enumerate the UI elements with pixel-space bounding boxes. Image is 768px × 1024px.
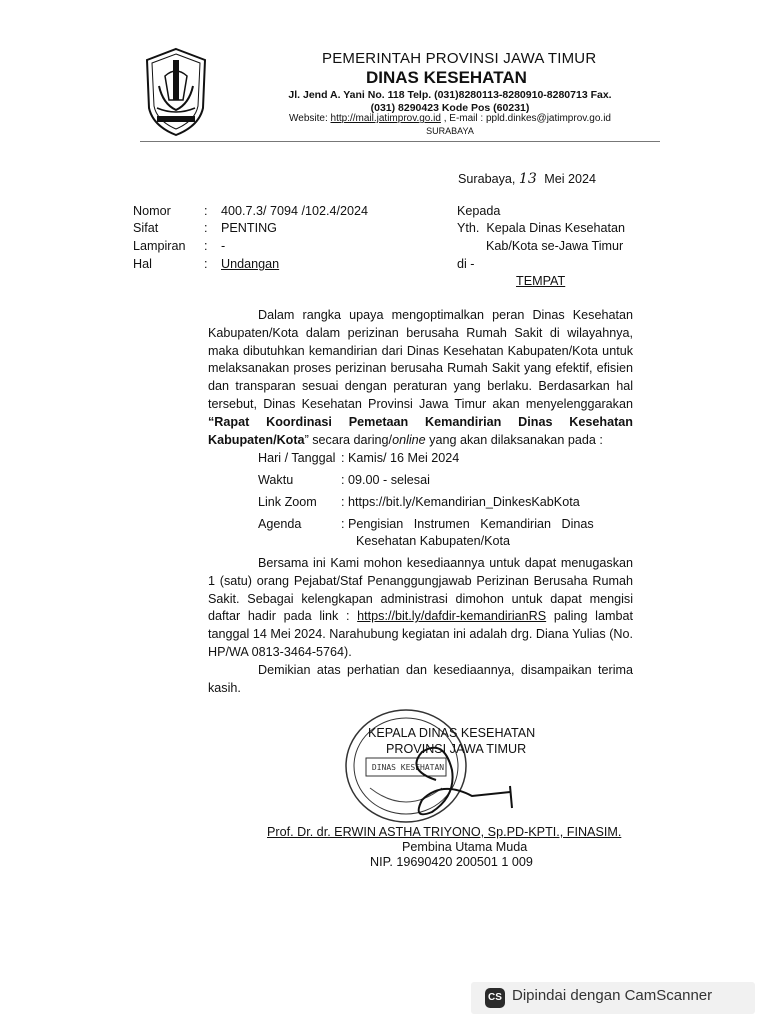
address-line-2: (031) 8290423 Kode Pos (60231): [370, 102, 530, 114]
website-label: Website:: [289, 113, 331, 124]
email-label: , E-mail :: [440, 113, 486, 124]
meta-colon: :: [204, 221, 208, 235]
meta-label-nomor: Nomor: [133, 204, 171, 218]
detail-value-date: : Kamis/ 16 Mei 2024: [341, 451, 460, 465]
signatory-title-1: KEPALA DINAS KESEHATAN: [368, 726, 536, 740]
para1-text: Dalam rangka upaya mengoptimalkan peran Dinas Kesehatan Kabupaten/Kota dalam perizinan berusaha Rumah Sakit di wilayahnya, maka dibutuhkan kemandirian dari Dinas Kesehatan Kabupaten/Kota untuk melaksanakan proses perizinan berusaha Rumah Sakit yang efektif, efisien dan transparan sesuai dengan peraturan yang berlaku. Berdasarkan hal tersebut, Dinas Kesehatan Provinsi Jawa Timur akan menyelenggarakan: [208, 308, 633, 411]
detail-value-agenda: : Pengisian Instrumen Kemandirian Dinas: [341, 517, 594, 531]
scanner-label: Dipindai dengan CamScanner: [512, 987, 713, 1004]
para1-italic: online: [392, 432, 426, 447]
recipient-line-2: Yth. Kepala Dinas Kesehatan: [457, 221, 626, 235]
letterhead-city: SURABAYA: [426, 126, 474, 136]
date-place: Surabaya,: [458, 172, 516, 186]
letterhead-agency: DINAS KESEHATAN: [366, 68, 527, 87]
meta-label-hal: Hal: [133, 257, 152, 271]
recipient-line-3: Kab/Kota se-Jawa Timur: [486, 239, 624, 253]
letterhead-divider: [140, 141, 660, 142]
body-paragraph-1: [208, 307, 633, 449]
detail-value-agenda-cont: Kesehatan Kabupaten/Kota: [356, 534, 511, 548]
address-line-1: Jl. Jend A. Yani No. 118 Telp. (031)8280113-8280910-8280713 Fax.: [288, 89, 612, 101]
meta-label-sifat: Sifat: [133, 221, 159, 235]
date-month-year: Mei 2024: [544, 172, 597, 186]
para1-tail-1: ” secara daring/: [304, 432, 393, 447]
detail-label-zoom: Link Zoom: [258, 495, 317, 509]
para1-tail-2: yang akan dilaksanakan pada :: [425, 432, 603, 447]
meta-colon: :: [204, 204, 208, 218]
letterhead-address: [250, 89, 650, 115]
detail-label-time: Waktu: [258, 473, 294, 487]
detail-value-zoom[interactable]: : https://bit.ly/Kemandirian_DinkesKabKota: [341, 495, 580, 509]
letterhead-government: PEMERINTAH PROVINSI JAWA TIMUR: [322, 50, 597, 67]
meta-value-nomor: 400.7.3/ 7094 /102.4/2024: [221, 204, 369, 218]
body-paragraph-2: [208, 555, 633, 662]
detail-value-time: : 09.00 - selesai: [341, 473, 430, 487]
signatory-nip: NIP. 19690420 200501 1 009: [370, 855, 533, 869]
para2-tail: paling lambat tanggal 14 Mei 2024. Narahubung kegiatan ini adalah drg. Diana Yulias (No. HP/WA 0813-3464-5764).: [208, 609, 633, 659]
camscanner-icon: CS: [485, 988, 505, 1008]
event-title: “Rapat Koordinasi Pemetaan Kemandirian Dinas Kesehatan Kabupaten/Kota: [208, 414, 633, 447]
attendance-link[interactable]: https://bit.ly/dafdir-kemandirianRS: [357, 609, 547, 624]
detail-label-date: Hari / Tanggal: [258, 451, 336, 465]
meta-label-lampiran: Lampiran: [133, 239, 186, 253]
signatory-title-2: PROVINSI JAWA TIMUR: [386, 742, 527, 756]
body-paragraph-3: [208, 662, 633, 698]
meta-value-hal: Undangan: [221, 257, 280, 271]
date-day: 13: [518, 171, 537, 187]
letter-date: [458, 171, 596, 188]
signatory-rank: Pembina Utama Muda: [402, 840, 528, 854]
email-address: ppld.dinkes@jatimprov.go.id: [485, 113, 611, 124]
recipient-line-4: di -: [457, 257, 475, 271]
stamp-text: DINAS KESEHATAN: [371, 763, 445, 772]
signatory-name: Prof. Dr. dr. ERWIN ASTHA TRIYONO, Sp.PD-KPTI., FINASIM.: [267, 825, 622, 839]
detail-label-agenda: Agenda: [258, 517, 302, 531]
recipient-line-1: Kepada: [457, 204, 501, 218]
letterhead-contact: [250, 113, 650, 125]
meta-value-lampiran: -: [221, 239, 226, 253]
para2-text: Bersama ini Kami mohon kesediaannya untuk dapat menugaskan 1 (satu) orang Pejabat/Staf Penanggungjawab Perizinan Berusaha Rumah Sakit. Sebagai kelengkapan administrasi dimohon untuk dapat mengisi daftar hadir pada link :: [208, 556, 633, 624]
province-emblem: [143, 46, 209, 138]
recipient-line-5: TEMPAT: [516, 274, 566, 288]
website-link[interactable]: http://mail.jatimprov.go.id: [330, 113, 441, 124]
meta-colon: :: [204, 239, 208, 253]
meta-value-sifat: PENTING: [221, 221, 277, 235]
meta-colon: :: [204, 257, 208, 271]
closing-text: Demikian atas perhatian dan kesediaannya, disampaikan terima kasih.: [208, 663, 633, 695]
